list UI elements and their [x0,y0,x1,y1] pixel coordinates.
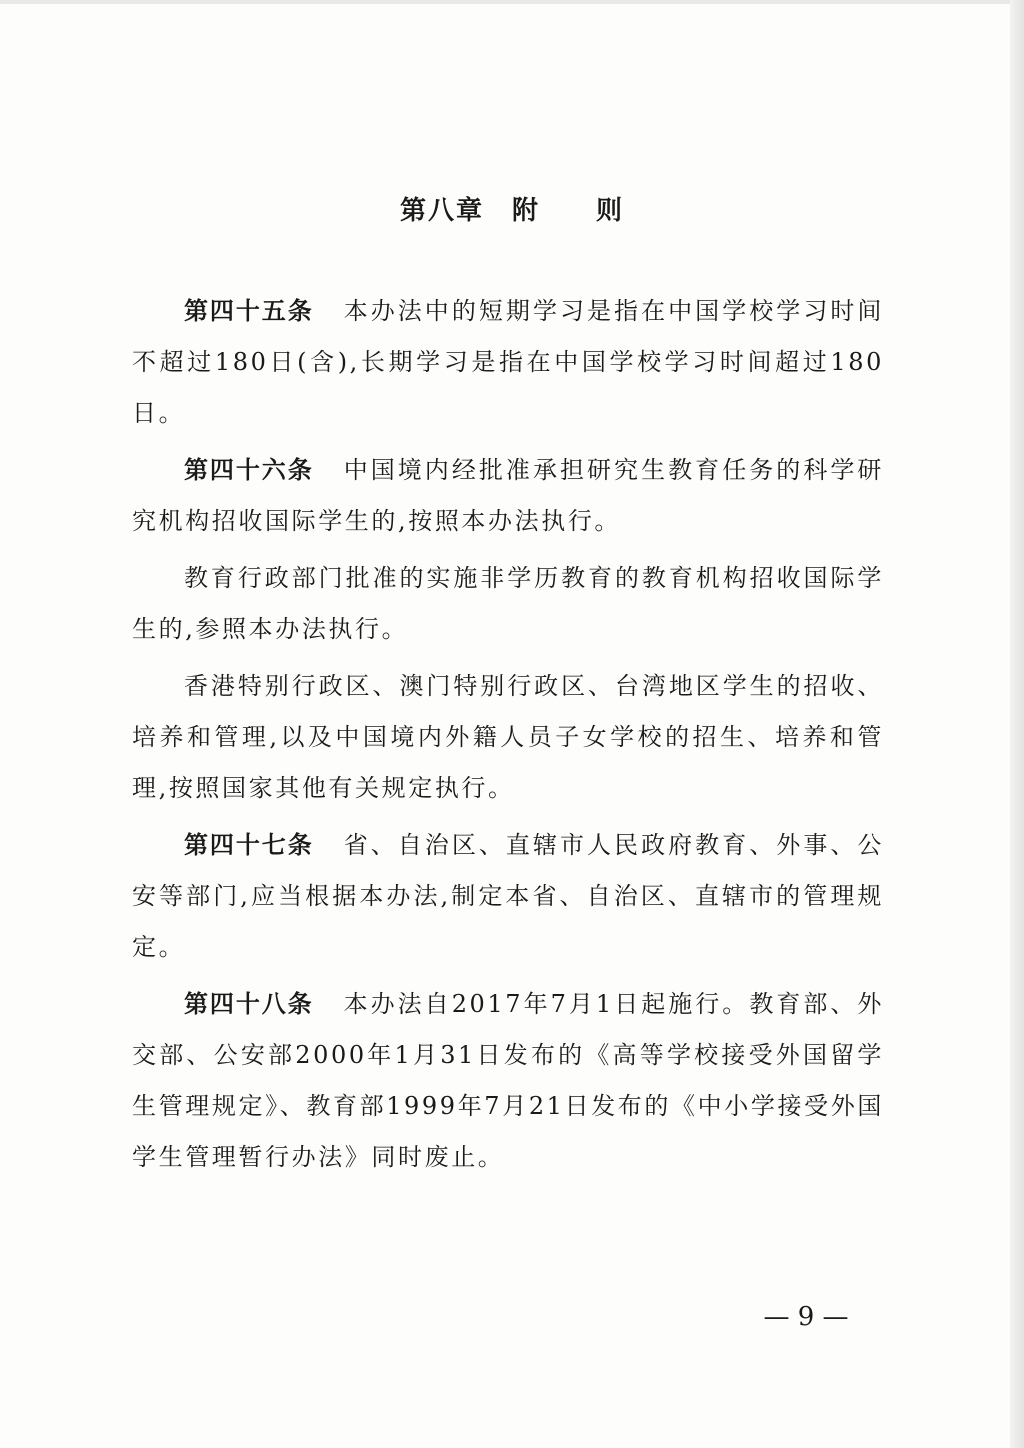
article-46 [132,445,884,547]
article-48 [132,979,884,1183]
document-body [132,286,884,1189]
article-46-paragraph-3 [132,661,884,814]
paragraph-text: 香港特别行政区、澳门特别行政区、台湾地区学生的招收、培养和管理,以及中国境内外籍人员子女学校的招生、培养和管理,按照国家其他有关规定执行。 [132,672,884,802]
article-46-paragraph-2 [132,553,884,655]
article-text: 本办法中的短期学习是指在中国学校学习时间不超过180日(含),长期学习是指在中国学校学习时间超过180日。 [132,297,884,427]
article-text: 本办法自2017年7月1日起施行。教育部、外交部、公安部2000年1月31日发布的《高等学校接受外国留学生管理规定》、教育部1999年7月21日发布的《中小学接受外国学生管理暂行办法》同时废止。 [132,990,884,1171]
article-47 [132,820,884,973]
article-label: 第四十五条 [184,297,314,325]
paragraph-text: 教育行政部门批准的实施非学历教育的教育机构招收国际学生的,参照本办法执行。 [132,564,884,643]
article-45 [132,286,884,439]
article-text: 省、自治区、直辖市人民政府教育、外事、公安等部门,应当根据本办法,制定本省、自治区、直辖市的管理规定。 [132,831,884,961]
scan-edge-top [0,0,1024,4]
page-number: — 9 — [763,1302,849,1332]
article-label: 第四十六条 [184,456,314,484]
article-label: 第四十八条 [184,990,314,1018]
article-label: 第四十七条 [184,831,314,859]
article-text: 中国境内经批准承担研究生教育任务的科学研究机构招收国际学生的,按照本办法执行。 [132,456,884,535]
chapter-title: 第八章 附 则 [399,196,624,226]
